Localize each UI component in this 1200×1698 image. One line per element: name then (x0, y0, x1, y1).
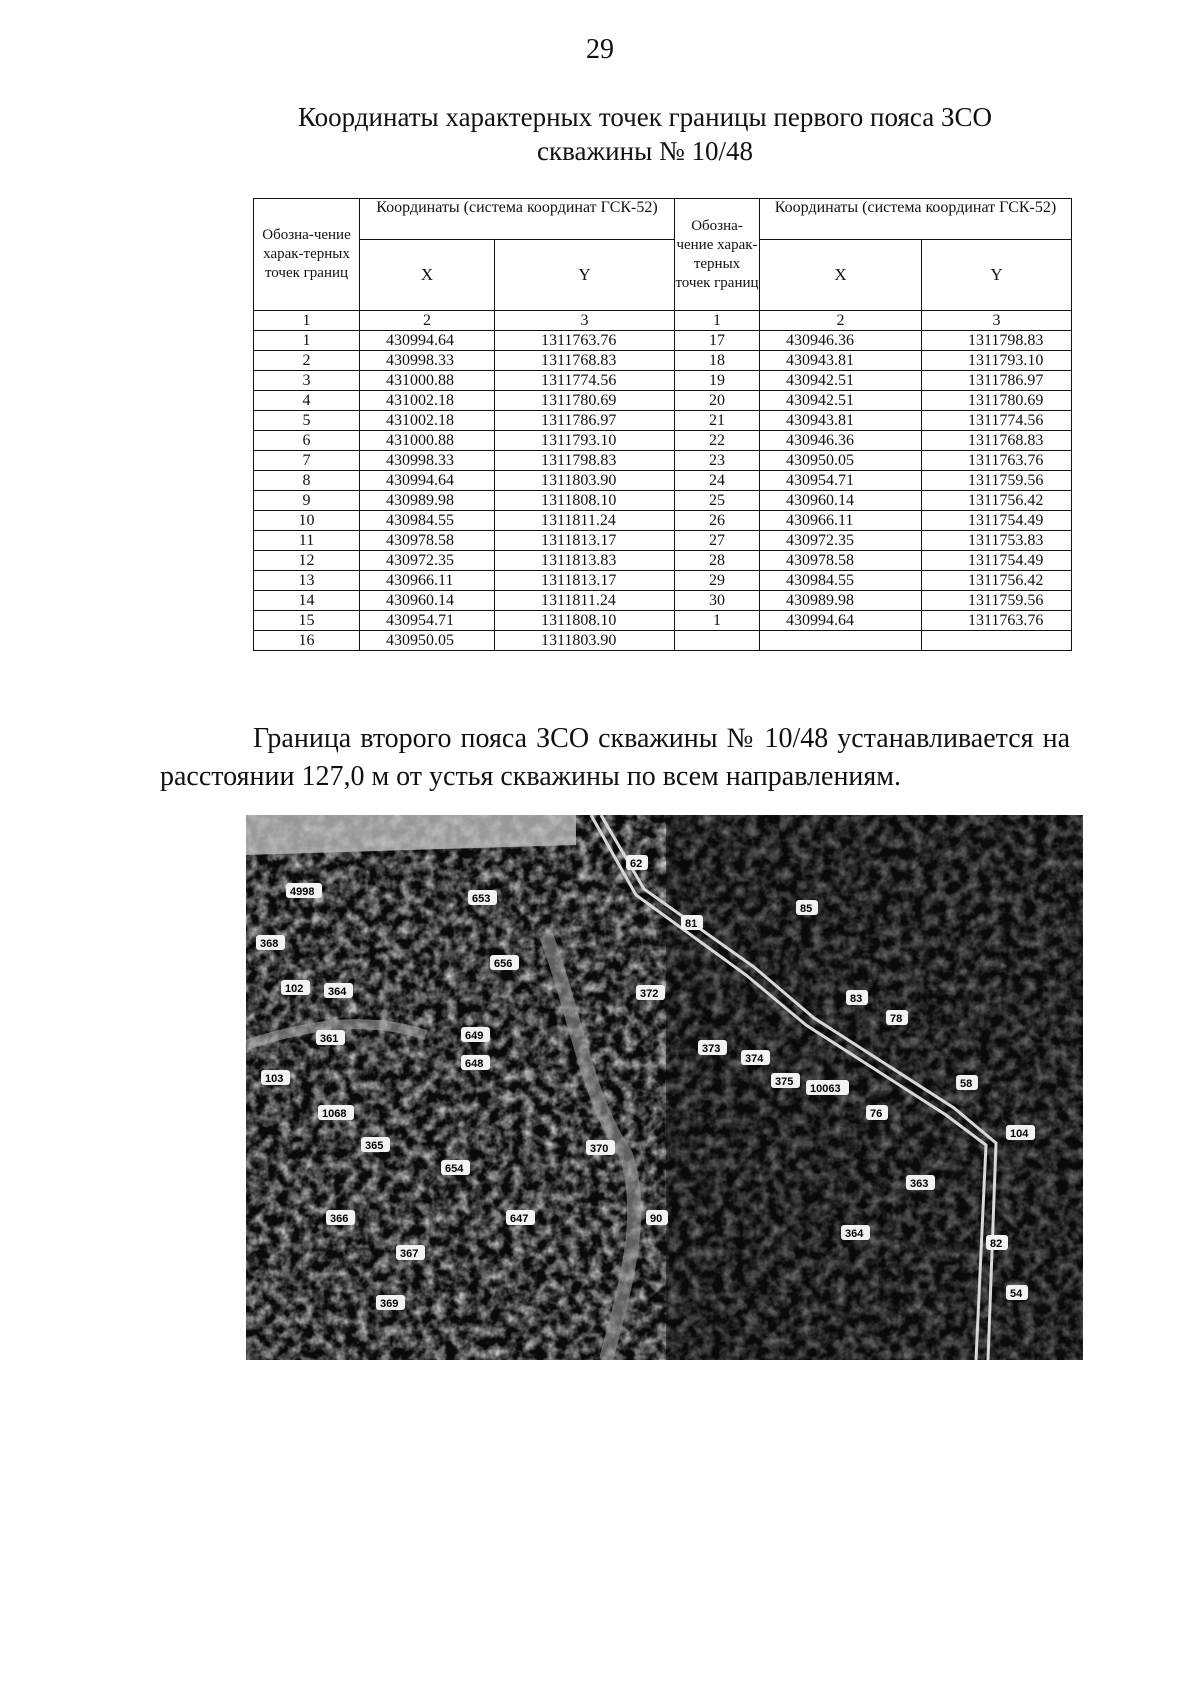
header-point-left: Обозна-чение харак-терных точек границ (254, 199, 360, 311)
header-y-right: Y (922, 240, 1072, 311)
parcel-label: 370 (590, 1143, 609, 1155)
point-id-right: 24 (675, 471, 760, 491)
x-value-left: 430954.71 (360, 611, 495, 631)
column-number: 1 (675, 311, 760, 331)
parcel-label: 62 (630, 858, 643, 870)
parcel-label: 649 (465, 1030, 484, 1042)
table-row (254, 391, 1072, 411)
point-id-left: 4 (254, 391, 360, 411)
y-value-right: 1311774.56 (922, 411, 1072, 431)
point-id-left: 11 (254, 531, 360, 551)
column-number: 2 (760, 311, 922, 331)
x-value-right: 430943.81 (760, 411, 922, 431)
x-value-left: 430998.33 (360, 451, 495, 471)
table-row (254, 431, 1072, 451)
table-row (254, 331, 1072, 351)
point-id-right: 26 (675, 511, 760, 531)
y-value-right (922, 631, 1072, 651)
y-value-right: 1311754.49 (922, 551, 1072, 571)
point-id-right: 30 (675, 591, 760, 611)
y-value-left: 1311763.76 (495, 331, 675, 351)
point-id-right: 23 (675, 451, 760, 471)
point-id-left: 5 (254, 411, 360, 431)
parcel-label: 367 (400, 1248, 419, 1260)
x-value-right (760, 631, 922, 651)
x-value-right: 430942.51 (760, 371, 922, 391)
x-value-right: 430972.35 (760, 531, 922, 551)
parcel-label: 83 (850, 993, 863, 1005)
x-value-left: 430984.55 (360, 511, 495, 531)
point-id-right: 29 (675, 571, 760, 591)
x-value-right: 430950.05 (760, 451, 922, 471)
y-value-left: 1311808.10 (495, 611, 675, 631)
table-row (254, 511, 1072, 531)
table-row (254, 591, 1072, 611)
point-id-left: 3 (254, 371, 360, 391)
y-value-left: 1311793.10 (495, 431, 675, 451)
y-value-right: 1311759.56 (922, 591, 1072, 611)
point-id-right: 1 (675, 611, 760, 631)
parcel-label: 369 (380, 1298, 399, 1310)
y-value-left: 1311798.83 (495, 451, 675, 471)
y-value-right: 1311754.49 (922, 511, 1072, 531)
point-id-right: 25 (675, 491, 760, 511)
page-title (200, 100, 1090, 168)
x-value-left: 430989.98 (360, 491, 495, 511)
y-value-left: 1311808.10 (495, 491, 675, 511)
header-point-right: Обозна-чение харак-терных точек границ (675, 199, 760, 311)
y-value-left: 1311813.17 (495, 531, 675, 551)
aerial-map-image (246, 815, 1083, 1360)
parcel-label: 647 (510, 1213, 529, 1225)
column-number: 3 (495, 311, 675, 331)
parcel-label: 363 (910, 1178, 929, 1190)
y-value-right: 1311756.42 (922, 571, 1072, 591)
point-id-right: 17 (675, 331, 760, 351)
parcel-label: 90 (650, 1213, 663, 1225)
point-id-left: 10 (254, 511, 360, 531)
table-body (254, 331, 1072, 651)
table-row (254, 551, 1072, 571)
x-value-right: 430989.98 (760, 591, 922, 611)
parcel-label: 1068 (322, 1108, 347, 1120)
parcel-label: 372 (640, 988, 659, 1000)
y-value-right: 1311798.83 (922, 331, 1072, 351)
y-value-left: 1311811.24 (495, 511, 675, 531)
parcel-label: 4998 (290, 886, 315, 898)
parcel-label: 656 (494, 958, 513, 970)
paragraph-line-2: расстоянии 127,0 м от устья скважины по всем направлениям. (160, 761, 902, 792)
parcel-label: 653 (472, 893, 491, 905)
x-value-left: 430966.11 (360, 571, 495, 591)
point-id-left: 9 (254, 491, 360, 511)
header-x-right: X (760, 240, 922, 311)
page-number: 29 (586, 34, 614, 65)
parcel-label: 104 (1010, 1128, 1029, 1140)
x-value-left: 430960.14 (360, 591, 495, 611)
parcel-label: 375 (775, 1076, 794, 1088)
x-value-left: 430978.58 (360, 531, 495, 551)
body-paragraph (160, 720, 1070, 796)
column-number: 1 (254, 311, 360, 331)
x-value-left: 431002.18 (360, 411, 495, 431)
point-id-left: 2 (254, 351, 360, 371)
y-value-left: 1311768.83 (495, 351, 675, 371)
x-value-left: 431002.18 (360, 391, 495, 411)
x-value-right: 430978.58 (760, 551, 922, 571)
title-line-1: Координаты характерных точек границы первого пояса ЗСО (298, 102, 992, 132)
table-row (254, 611, 1072, 631)
table-row (254, 571, 1072, 591)
x-value-right: 430954.71 (760, 471, 922, 491)
table-row (254, 631, 1072, 651)
column-number: 3 (922, 311, 1072, 331)
table-row (254, 411, 1072, 431)
x-value-right: 430946.36 (760, 431, 922, 451)
table-row (254, 351, 1072, 371)
x-value-right: 430966.11 (760, 511, 922, 531)
point-id-right: 21 (675, 411, 760, 431)
header-y-left: Y (495, 240, 675, 311)
point-id-left: 6 (254, 431, 360, 451)
point-id-left: 13 (254, 571, 360, 591)
point-id-left: 16 (254, 631, 360, 651)
point-id-right: 20 (675, 391, 760, 411)
parcel-label: 82 (990, 1238, 1003, 1250)
y-value-right: 1311793.10 (922, 351, 1072, 371)
point-id-right: 22 (675, 431, 760, 451)
y-value-left: 1311786.97 (495, 411, 675, 431)
y-value-left: 1311803.90 (495, 631, 675, 651)
y-value-right: 1311756.42 (922, 491, 1072, 511)
point-id-left: 15 (254, 611, 360, 631)
parcel-label: 76 (870, 1108, 883, 1120)
x-value-left: 430998.33 (360, 351, 495, 371)
point-id-left: 1 (254, 331, 360, 351)
table-row (254, 451, 1072, 471)
parcel-label: 103 (265, 1073, 284, 1085)
y-value-left: 1311813.83 (495, 551, 675, 571)
x-value-left: 430950.05 (360, 631, 495, 651)
column-number-row (254, 311, 1072, 331)
x-value-left: 430994.64 (360, 331, 495, 351)
x-value-right: 430946.36 (760, 331, 922, 351)
point-id-right: 27 (675, 531, 760, 551)
y-value-right: 1311768.83 (922, 431, 1072, 451)
x-value-right: 430984.55 (760, 571, 922, 591)
y-value-left: 1311803.90 (495, 471, 675, 491)
x-value-left: 430972.35 (360, 551, 495, 571)
x-value-right: 430943.81 (760, 351, 922, 371)
point-id-right: 19 (675, 371, 760, 391)
parcel-label: 58 (960, 1078, 973, 1090)
y-value-left: 1311774.56 (495, 371, 675, 391)
header-coords-right: Координаты (система координат ГСК-52) (760, 199, 1072, 240)
parcel-label: 365 (365, 1140, 384, 1152)
x-value-left: 430994.64 (360, 471, 495, 491)
parcel-label: 54 (1010, 1288, 1023, 1300)
column-number: 2 (360, 311, 495, 331)
parcel-label: 10063 (810, 1083, 841, 1095)
y-value-left: 1311813.17 (495, 571, 675, 591)
y-value-right: 1311786.97 (922, 371, 1072, 391)
point-id-right: 18 (675, 351, 760, 371)
map-texture-right (666, 815, 1083, 1360)
table-row (254, 471, 1072, 491)
parcel-label: 85 (800, 903, 813, 915)
parcel-label: 366 (330, 1213, 349, 1225)
point-id-left: 12 (254, 551, 360, 571)
point-id-right: 28 (675, 551, 760, 571)
header-coords-left: Координаты (система координат ГСК-52) (360, 199, 675, 240)
y-value-right: 1311759.56 (922, 471, 1072, 491)
y-value-right: 1311753.83 (922, 531, 1072, 551)
y-value-right: 1311780.69 (922, 391, 1072, 411)
paragraph-line-1: Граница второго пояса ЗСО скважины № 10/48 устанавливается на (253, 723, 1070, 754)
coordinates-table (253, 198, 1072, 651)
parcel-label: 654 (445, 1163, 464, 1175)
y-value-left: 1311780.69 (495, 391, 675, 411)
parcel-label: 374 (745, 1053, 764, 1065)
title-line-2: скважины № 10/48 (537, 136, 753, 166)
header-x-left: X (360, 240, 495, 311)
parcel-label: 373 (702, 1043, 721, 1055)
x-value-left: 431000.88 (360, 431, 495, 451)
parcel-label: 364 (328, 986, 347, 998)
point-id-right (675, 631, 760, 651)
y-value-right: 1311763.76 (922, 611, 1072, 631)
parcel-label: 102 (285, 983, 304, 995)
point-id-left: 7 (254, 451, 360, 471)
aerial-map-svg (246, 815, 1083, 1360)
y-value-right: 1311763.76 (922, 451, 1072, 471)
y-value-left: 1311811.24 (495, 591, 675, 611)
parcel-label: 368 (260, 938, 279, 950)
parcel-label: 361 (320, 1033, 339, 1045)
x-value-left: 431000.88 (360, 371, 495, 391)
point-id-left: 8 (254, 471, 360, 491)
parcel-label: 648 (465, 1058, 484, 1070)
x-value-right: 430960.14 (760, 491, 922, 511)
x-value-right: 430942.51 (760, 391, 922, 411)
table-row (254, 371, 1072, 391)
x-value-right: 430994.64 (760, 611, 922, 631)
parcel-label: 78 (890, 1013, 903, 1025)
parcel-label: 364 (845, 1228, 864, 1240)
table-row (254, 491, 1072, 511)
point-id-left: 14 (254, 591, 360, 611)
parcel-label: 81 (685, 918, 698, 930)
table-row (254, 531, 1072, 551)
